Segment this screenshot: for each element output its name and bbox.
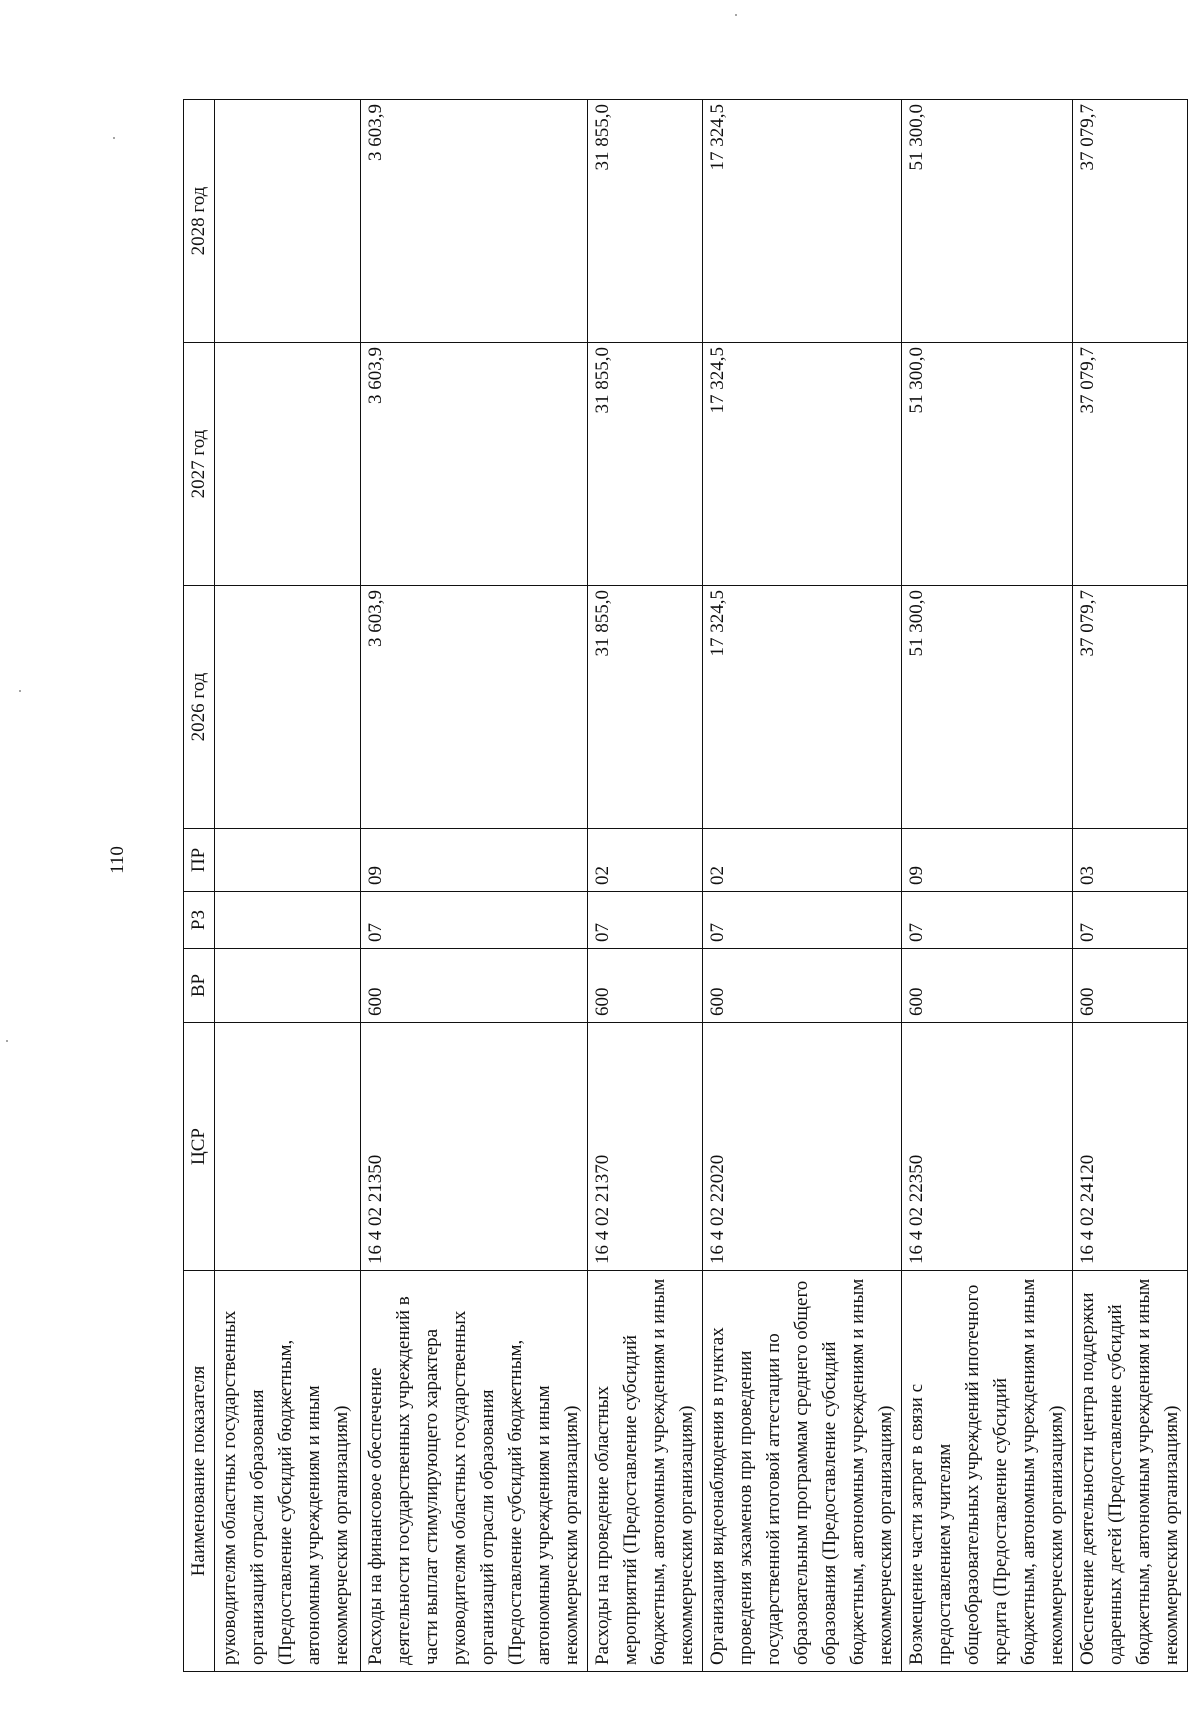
cell-2026: 17 324,5 <box>703 586 902 829</box>
cell-2027: 51 300,0 <box>902 343 1073 586</box>
cell-rz: 07 <box>1073 892 1188 949</box>
cell-2028: 37 079,7 <box>1073 100 1188 343</box>
table-row <box>902 100 1073 1672</box>
cell-rz: 07 <box>588 892 703 949</box>
table-row <box>1073 100 1188 1672</box>
cell-pr: 09 <box>361 829 588 892</box>
cell-2026: 3 603,9 <box>361 586 588 829</box>
cell-vr: 600 <box>703 949 902 1023</box>
cell-name: Организация видеонаблюдения в пунктах проведения экзаменов при проведении государственной итоговой аттестации по образовательным программам среднего общего образования (Предоставление субсидий бюджетным, автономным учреждениям и иным некоммерческим организациям) <box>703 1271 902 1672</box>
cell-2028: 3 603,9 <box>361 100 588 343</box>
rotated-table-container <box>183 100 1182 1672</box>
header-rz: РЗ <box>184 892 215 949</box>
cell-pr: 09 <box>902 829 1073 892</box>
table-row <box>588 100 703 1672</box>
scan-speck <box>735 14 737 16</box>
table-row <box>361 100 588 1672</box>
cell-2027: 3 603,9 <box>361 343 588 586</box>
header-2026: 2026 год <box>184 586 215 829</box>
scan-speck <box>6 1040 8 1042</box>
page-number: 110 <box>107 846 128 874</box>
cell-2026 <box>215 586 361 829</box>
table-wrapper <box>183 100 1182 1672</box>
cell-vr: 600 <box>1073 949 1188 1023</box>
cell-2028: 51 300,0 <box>902 100 1073 343</box>
table-row <box>703 100 902 1672</box>
cell-pr: 02 <box>588 829 703 892</box>
cell-name: руководителям областных государственных организаций отрасли образования (Предоставление субсидий бюджетным, автономным учреждениям и иным некоммерческим организациям) <box>215 1271 361 1672</box>
cell-csr <box>215 1023 361 1271</box>
table-header-row <box>184 100 215 1672</box>
cell-pr: 02 <box>703 829 902 892</box>
header-name: Наименование показателя <box>184 1271 215 1672</box>
cell-2028: 31 855,0 <box>588 100 703 343</box>
cell-csr: 16 4 02 22350 <box>902 1023 1073 1271</box>
cell-2028: 17 324,5 <box>703 100 902 343</box>
cell-name: Расходы на финансовое обеспечение деятельности государственных учреждений в части выплат стимулирующего характера руководителям областных государственных организаций отрасли образования (Предоставление субсидий бюджетным, автономным учреждениям и иным некоммерческим организациям) <box>361 1271 588 1672</box>
cell-2027: 37 079,7 <box>1073 343 1188 586</box>
cell-2027 <box>215 343 361 586</box>
cell-csr: 16 4 02 21370 <box>588 1023 703 1271</box>
cell-rz: 07 <box>902 892 1073 949</box>
cell-rz <box>215 892 361 949</box>
header-vr: ВР <box>184 949 215 1023</box>
cell-name: Расходы на проведение областных мероприятий (Предоставление субсидий бюджетным, автономным учреждениям и иным некоммерческим организациям) <box>588 1271 703 1672</box>
table-row <box>215 100 361 1672</box>
cell-vr: 600 <box>361 949 588 1023</box>
cell-csr: 16 4 02 21350 <box>361 1023 588 1271</box>
cell-2027: 17 324,5 <box>703 343 902 586</box>
cell-name: Обеспечение деятельности центра поддержки одаренных детей (Предоставление субсидий бюджетным, автономным учреждениям и иным некоммерческим организациям) <box>1073 1271 1188 1672</box>
budget-table <box>183 99 1188 1672</box>
cell-name: Возмещение части затрат в связи с предоставлением учителям общеобразовательных учреждений ипотечного кредита (Предоставление субсидий бюджетным, автономным учреждениям и иным некоммерческим организациям) <box>902 1271 1073 1672</box>
cell-pr: 03 <box>1073 829 1188 892</box>
cell-vr <box>215 949 361 1023</box>
header-pr: ПР <box>184 829 215 892</box>
cell-vr: 600 <box>902 949 1073 1023</box>
cell-2026: 37 079,7 <box>1073 586 1188 829</box>
cell-rz: 07 <box>361 892 588 949</box>
cell-2028 <box>215 100 361 343</box>
cell-2026: 31 855,0 <box>588 586 703 829</box>
cell-csr: 16 4 02 24120 <box>1073 1023 1188 1271</box>
header-2027: 2027 год <box>184 343 215 586</box>
header-csr: ЦСР <box>184 1023 215 1271</box>
scan-speck <box>19 690 21 692</box>
cell-vr: 600 <box>588 949 703 1023</box>
cell-rz: 07 <box>703 892 902 949</box>
cell-2027: 31 855,0 <box>588 343 703 586</box>
cell-csr: 16 4 02 22020 <box>703 1023 902 1271</box>
scan-speck <box>113 137 115 139</box>
cell-2026: 51 300,0 <box>902 586 1073 829</box>
cell-pr <box>215 829 361 892</box>
header-2028: 2028 год <box>184 100 215 343</box>
